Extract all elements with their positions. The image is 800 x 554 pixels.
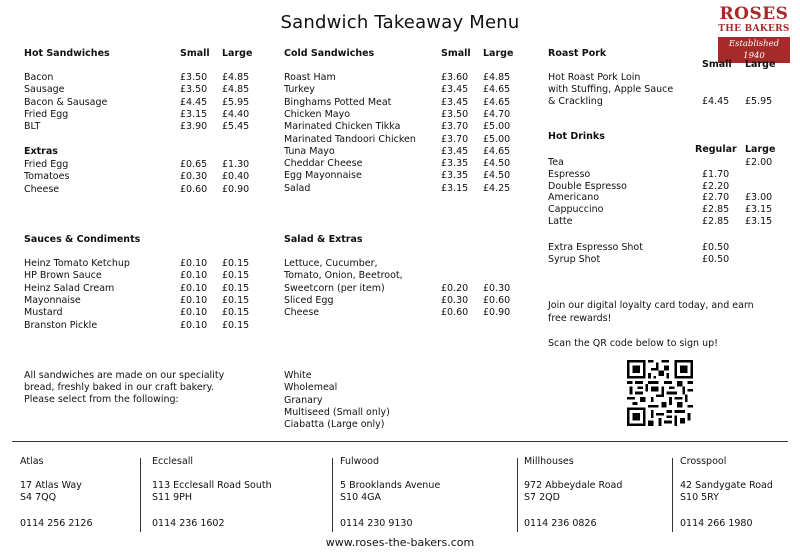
drink-extra-item-price-regular: £0.50 [702,242,730,253]
extra-item-price-small: £0.30 [180,171,208,183]
cold-sandwich-item-name: Chicken Mayo [284,108,351,120]
roast-pork-col-large: Large [745,59,776,70]
location-phone[interactable]: 0114 236 0826 [524,518,597,529]
sauce-item-price-small: £0.10 [180,319,208,331]
cold-sandwich-item-price-large: £4.85 [483,72,511,83]
location-name: Crosspool [680,456,727,467]
salad-extra-item-price-small: £0.30 [441,294,469,306]
footer-separator [332,458,333,532]
cold-sandwich-item-price-large: £5.00 [483,121,511,133]
hot-drink-item-price-regular: £2.20 [702,180,730,192]
hot-drink-item-name: Latte [548,216,573,227]
footer-separator [672,458,673,532]
sauce-item-price-large: £0.15 [222,319,250,331]
hot-drink-item-price-regular: £1.70 [702,168,730,180]
sauce-item-name: Branston Pickle [24,319,98,331]
hot-drink-item-price-large: £3.15 [745,216,773,227]
location-postcode: S7 2QD [524,492,560,503]
cold-sandwich-item-name: Binghams Potted Meat [284,96,392,108]
hot-sandwich-item-price-small: £3.50 [180,72,208,83]
hot-sandwiches-heading: Hot Sandwiches [24,48,110,59]
sauce-item-price-large: £0.15 [222,258,250,269]
location-postcode: S10 5RY [680,492,719,503]
bread-option: Ciabatta (Large only) [284,419,385,431]
drink-extra-item-name: Syrup Shot [548,254,601,266]
website-link[interactable]: www.roses-the-bakers.com [325,536,475,549]
cold-sandwich-item-price-large: £5.00 [483,133,511,145]
cold-sandwich-item-price-small: £3.35 [441,170,469,182]
qr-code[interactable] [627,360,693,426]
cold-sandwich-item-price-small: £3.45 [441,84,469,96]
cold-sandwich-item-name: Marinated Chicken Tikka [284,121,401,133]
cold-sandwich-item-price-small: £3.60 [441,72,469,83]
hot-drink-item-name: Cappuccino [548,204,604,216]
sauce-item-price-large: £0.15 [222,307,250,319]
location-phone[interactable]: 0114 236 1602 [152,518,225,529]
location-street: 113 Ecclesall Road South [152,480,272,491]
hot-sandwich-item-price-large: £4.85 [222,72,250,83]
extra-item-price-large: £1.30 [222,159,250,170]
sauce-item-price-large: £0.15 [222,294,250,306]
extras-heading: Extras [24,146,58,157]
footer-separator [517,458,518,532]
hot-sandwich-item-price-small: £3.15 [180,108,208,120]
cold-sandwich-item-price-small: £3.45 [441,145,469,157]
cold-sandwich-item-price-large: £4.65 [483,84,511,96]
extra-item-price-large: £0.40 [222,171,250,183]
cold-sandwich-item-name: Egg Mayonnaise [284,170,362,182]
loyalty-line-2: free rewards! [548,313,612,324]
hot-drinks-heading: Hot Drinks [548,131,605,142]
cold-sandwich-item-name: Marinated Tandoori Chicken [284,133,416,145]
loyalty-line-3: Scan the QR code below to sign up! [548,338,718,349]
location-phone[interactable]: 0114 256 2126 [20,518,93,529]
extra-item-price-small: £0.60 [180,183,208,195]
drink-extra-item-name: Extra Espresso Shot [548,242,643,253]
hot-sandwich-item-name: Fried Egg [24,108,69,120]
salad-extra-item-name: Cheese [284,307,320,319]
cold-sandwich-item-price-small: £3.50 [441,108,469,120]
sauce-item-price-small: £0.10 [180,307,208,319]
roast-pork-price-small: £4.45 [702,96,730,107]
bread-option: White [284,370,312,381]
sauce-item-price-small: £0.10 [180,282,208,294]
hot-sandwich-item-name: Bacon [24,72,54,83]
hot-drink-item-name: Espresso [548,168,591,180]
hot-drink-item-price-large: £3.15 [745,204,773,216]
salad-extra-item-price-large: £0.30 [483,282,511,294]
hot-sandwich-item-name: BLT [24,121,41,133]
bread-option: Multiseed (Small only) [284,406,390,418]
bread-intro-3: Please select from the following: [24,394,179,405]
sauce-item-name: HP Brown Sauce [24,270,102,282]
salad-extra-item-price-large: £0.60 [483,294,511,306]
brand-name: ROSES [719,4,789,24]
cold-sandwich-item-price-small: £3.15 [441,182,469,194]
footer-separator [140,458,141,532]
location-postcode: S4 7QQ [20,492,57,503]
cold-sandwich-item-price-small: £3.35 [441,158,469,170]
sauce-item-price-large: £0.15 [222,282,250,294]
hot-drink-item-price-large: £3.00 [745,192,773,204]
sauce-item-name: Mayonnaise [24,294,81,306]
salad-extras-heading: Salad & Extras [284,234,363,245]
roast-pork-price-large: £5.95 [745,96,773,107]
salad-extra-item-price-large: £0.90 [483,307,511,319]
page-title: Sandwich Takeaway Menu [280,12,520,33]
sauce-item-name: Heinz Salad Cream [24,282,115,294]
bread-option: Granary [284,394,323,406]
location-phone[interactable]: 0114 266 1980 [680,518,753,529]
sauce-item-price-small: £0.10 [180,294,208,306]
cold-sandwiches-col-small: Small [441,48,471,59]
hot-sandwich-item-price-large: £5.95 [222,96,250,108]
salad-extra-item-price-small: £0.60 [441,307,469,319]
hot-sandwich-item-price-large: £4.85 [222,84,250,96]
cold-sandwich-item-price-large: £4.65 [483,96,511,108]
bread-option: Wholemeal [284,382,338,394]
hot-sandwich-item-price-large: £5.45 [222,121,250,133]
hot-sandwich-item-price-small: £3.50 [180,84,208,96]
hot-drink-item-name: Double Espresso [548,180,627,192]
cold-sandwich-item-price-small: £3.70 [441,133,469,145]
hot-drink-item-price-regular: £2.85 [702,216,730,227]
location-postcode: S11 9PH [152,492,193,503]
cold-sandwich-item-name: Salad [284,182,311,194]
cold-sandwich-item-price-large: £4.65 [483,145,511,157]
hot-sandwiches-col-large: Large [222,48,253,59]
hot-sandwiches-col-small: Small [180,48,210,59]
sauce-item-price-large: £0.15 [222,270,250,282]
drink-extra-item-price-regular: £0.50 [702,254,730,266]
hot-drinks-col-regular: Regular [695,144,737,155]
hot-drink-item-price-regular: £2.70 [702,192,730,204]
cold-sandwich-item-price-small: £3.45 [441,96,469,108]
cold-sandwich-item-name: Roast Ham [284,72,336,83]
bread-intro-1: All sandwiches are made on our speciality [24,370,225,381]
location-street: 5 Brooklands Avenue [340,480,441,491]
cold-sandwiches-heading: Cold Sandwiches [284,48,375,59]
hot-drink-item-name: Tea [548,157,564,168]
location-name: Fulwood [340,456,380,467]
brand-sub: THE BAKERS [718,24,790,34]
roast-pork-line-2: with Stuffing, Apple Sauce [548,84,674,95]
salad-extra-item-name: Tomato, Onion, Beetroot, [284,270,403,282]
cold-sandwich-item-price-large: £4.50 [483,170,511,182]
cold-sandwich-item-price-small: £3.70 [441,121,469,133]
sauce-item-name: Heinz Tomato Ketchup [24,258,130,269]
sauce-item-price-small: £0.10 [180,270,208,282]
bread-intro-2: bread, freshly baked in our craft bakery. [24,382,214,393]
cold-sandwich-item-price-large: £4.50 [483,158,511,170]
roast-pork-line-3: & Crackling [548,96,603,107]
location-name: Atlas [20,456,44,467]
location-postcode: S10 4GA [340,492,382,503]
salad-extra-item-name: Lettuce, Cucumber, [284,258,378,269]
hot-sandwich-item-price-large: £4.40 [222,108,250,120]
cold-sandwich-item-price-large: £4.70 [483,108,511,120]
hot-sandwich-item-price-small: £3.90 [180,121,208,133]
cold-sandwich-item-name: Turkey [284,84,315,96]
loyalty-line-1: Join our digital loyalty card today, and earn [548,300,754,311]
extra-item-name: Tomatoes [24,171,70,183]
roast-pork-col-small: Small [702,59,732,70]
extra-item-name: Cheese [24,183,60,195]
cold-sandwich-item-price-large: £4.25 [483,182,511,194]
cold-sandwiches-col-large: Large [483,48,514,59]
cold-sandwich-item-name: Tuna Mayo [284,145,335,157]
cold-sandwich-item-name: Cheddar Cheese [284,158,363,170]
hot-drink-item-name: Americano [548,192,600,204]
roast-pork-heading: Roast Pork [548,48,607,59]
brand-established: Established 1940 [718,37,790,63]
location-street: 42 Sandygate Road [680,480,773,491]
hot-drinks-col-large: Large [745,144,776,155]
hot-drink-item-price-large: £2.00 [745,157,773,168]
sauce-item-name: Mustard [24,307,63,319]
location-name: Millhouses [524,456,574,467]
salad-extra-item-name: Sweetcorn (per item) [284,282,385,294]
footer-divider [12,441,788,442]
extra-item-price-large: £0.90 [222,183,250,195]
salad-extra-item-price-small: £0.20 [441,282,469,294]
hot-sandwich-item-name: Sausage [24,84,65,96]
location-phone[interactable]: 0114 230 9130 [340,518,413,529]
extra-item-price-small: £0.65 [180,159,208,170]
hot-sandwich-item-price-small: £4.45 [180,96,208,108]
location-name: Ecclesall [152,456,193,467]
salad-extra-item-name: Sliced Egg [284,294,334,306]
location-street: 972 Abbeydale Road [524,480,623,491]
extra-item-name: Fried Egg [24,159,69,170]
roast-pork-line-1: Hot Roast Pork Loin [548,72,641,83]
sauce-item-price-small: £0.10 [180,258,208,269]
location-street: 17 Atlas Way [20,480,82,491]
sauces-heading: Sauces & Condiments [24,234,141,245]
hot-drink-item-price-regular: £2.85 [702,204,730,216]
brand-logo [718,4,790,63]
hot-sandwich-item-name: Bacon & Sausage [24,96,108,108]
